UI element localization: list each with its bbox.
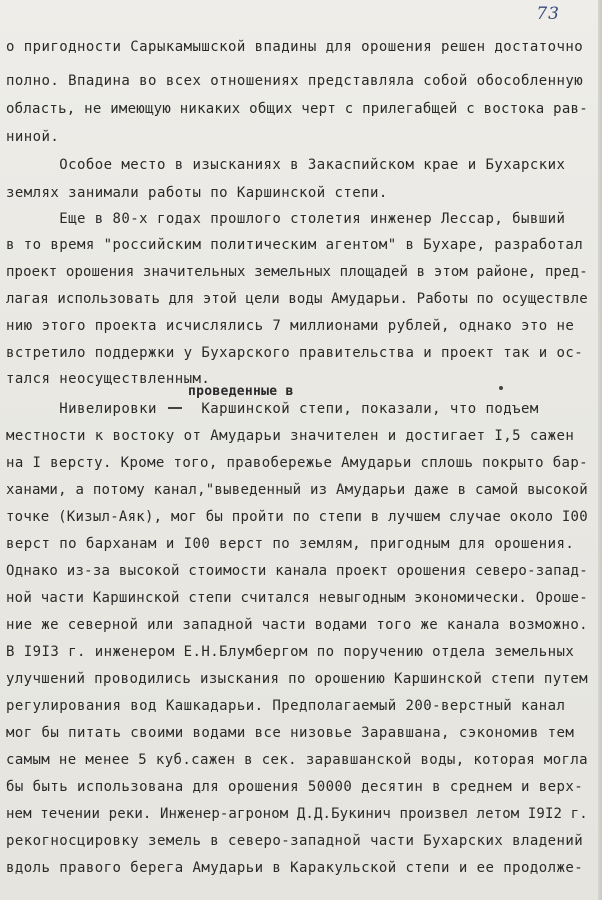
text-line: ние же северной или западной части водами того же канала возможно. <box>6 617 588 633</box>
text-line: о пригодности Сарыкамышской впадины для орошения решен достаточно <box>6 39 584 55</box>
text-line: встретило поддержки у Бухарского правительства и проект так и ос- <box>6 345 584 361</box>
text-line: область, не имеющую никаких общих черт с прилегабщей с востока рав- <box>6 101 588 117</box>
text-line: Нивелировки Каршинской степи, показали, что подъем <box>6 401 539 417</box>
text-line: нию этого проекта исчислялись 7 миллионами рублей, однако это не <box>6 318 575 334</box>
text-line: землях занимали работы по Каршинской степи. <box>6 185 388 201</box>
text-line: Однако из-за высокой стоимости канала проект орошения северо-запад- <box>6 563 588 579</box>
text-line: ной части Каршинской степи считался невыгодным экономически. Ороше- <box>6 590 588 606</box>
text-line: ниной. <box>6 129 60 145</box>
page-number: 73 <box>536 4 560 24</box>
page-edge <box>598 0 602 900</box>
text-line: местности к востоку от Амударьи значителен и достигает I,5 сажен <box>6 428 575 444</box>
text-line: мог бы питать своими водами все низовье Заравшана, сэкономив тем <box>6 725 575 741</box>
text-line: регулирования вод Кашкадарьи. Предполагаемый 200-верстный канал <box>6 698 566 714</box>
text-line: в то время "российским политическим агентом" в Бухаре, разработал <box>6 237 584 253</box>
handwritten-insert: проведенные в <box>188 384 294 399</box>
text-line: В I9I3 г. инженером Е.Н.Блумбергом по поручению отдела земельных <box>6 644 575 660</box>
text-line: рекогносцировку земель в северо-западной части Бухарских владений <box>6 833 584 849</box>
text-line: Особое место в изысканиях в Закаспийском крае и Бухарских <box>6 157 566 173</box>
text-line: точке (Кизыл-Аяк), мог бы пройти по степи в лучшем случае около I00 <box>6 509 588 525</box>
text-line: вдоль правого берега Амударьи в Каракульской степи и ее продолже- <box>6 860 584 876</box>
text-line: самым не менее 5 куб.сажен в сек. заравшанской воды, которая могла <box>6 752 588 768</box>
text-line: бы быть использована для орошения 50000 десятин в среднем и верх- <box>6 779 584 795</box>
text-line: тался неосуществленным. <box>6 371 211 387</box>
text-line: нем течении реки. Инженер-агроном Д.Д.Букинич произвел летом I9I2 г. <box>6 806 588 822</box>
text-line: проект орошения значительных земельных площадей в этом районе, пред- <box>6 264 588 280</box>
text-line: на I версту. Кроме того, правобережье Амударьи сплошь покрыто бар- <box>6 455 588 471</box>
text-line: лагая использовать для этой цели воды Амударьи. Работы по осуществле <box>6 291 588 307</box>
text-line: ханами, а потому канал,"выведенный из Амударьи даже в самой высокой <box>6 482 588 498</box>
text-line: верст по барханам и I00 верст по землям, пригодным для орошения. <box>6 536 575 552</box>
text-line: улучшений проводились изыскания по орошению Каршинской степи путем <box>6 671 588 687</box>
ink-dot <box>499 386 503 390</box>
text-line: Еще в 80-х годах прошлого столетия инженер Лессар, бывший <box>6 211 566 227</box>
text-line: полно. Впадина во всех отношениях представляла собой обособленную <box>6 73 584 89</box>
